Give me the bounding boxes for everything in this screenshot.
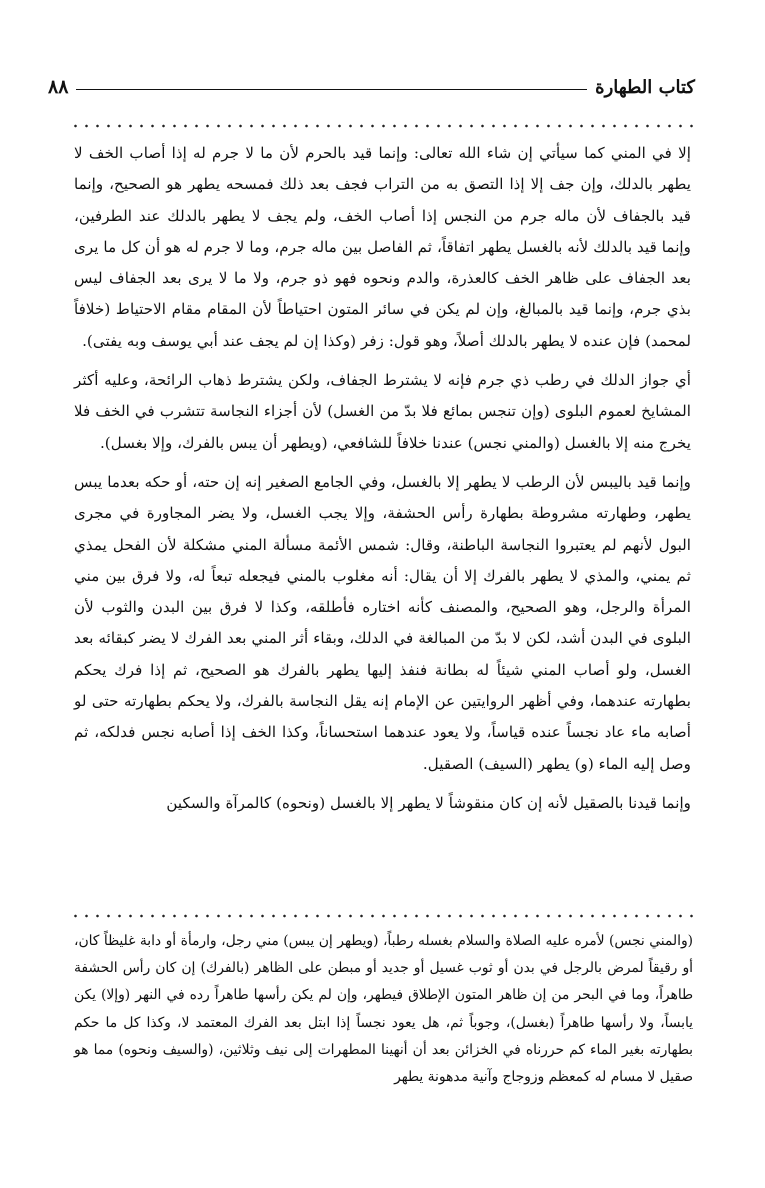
dotted-separator-footnote [70,913,693,919]
footnote-text: (والمني نجس) لأمره عليه الصلاة والسلام بغسله رطباً، (ويطهر إن يبس) مني رجل، وارمأة أو دابة غليظاً كان، أو رقيقاً لمرض بالرجل في بدن أو ثوب غسيل أو جديد أو مبطن على الظاهر (بالفرك) إن كان رأس الحشفة طاهراً، وما في البحر من إن ظاهر المتون الإطلاق فيطهر، وإن لم يكن رأسها طاهراً رده في النهر (وإلا) يكن يابساً، ولا رأسها طاهراً (بغسل)، وجوباً ثم، هل يعود نجساً إذا ابتل بعد الفرك المعتمد لا، وكذا كل ما حكم بطهارته بغير الماء كم حررناه في الخزائن بعد أن أنهينا المطهرات إلى نيف وثلاثين، (والسيف ونحوه) مما هو صقيل لا مسام له كمعظم وزوجاج وآنية مدهونة يطهر [74,933,693,1086]
page-number: ٨٨ [48,76,69,98]
paragraph: أي جواز الدلك في رطب ذي جرم فإنه لا يشترط الجفاف، ولكن يشترط ذهاب الرائحة، وعليه أكثر المشايخ لعموم البلوى (وإن تنجس بمائع فلا بدّ من الغسل) لأن أجزاء النجاسة تتشرب في الخف فلا يخرج منه إلا بالغسل (والمني نجس) عندنا خلافاً للشافعي، (ويطهر أن يبس بالفرك، وإلا بغسل). [74,371,691,452]
footnote [74,928,693,1091]
main-text [74,138,691,827]
book-title: كتاب الطهارة [595,76,695,98]
paragraph: وإنما قيدنا بالصقيل لأنه إن كان منقوشاً لا يطهر إلا بالغسل (ونحوه) كالمرآة والسكين [166,793,691,812]
paragraph: إلا في المني كما سيأتي إن شاء الله تعالى: وإنما قيد بالحرم لأن ما لا جرم له إذا أصاب الخف لا يطهر بالدلك، وإن جف إلا إذا التصق به من التراب فجف بعد ذلك فمسحه يطهر هو الصحيح، وإنما قيد بالجفاف لأن ماله جرم من النجس إذا أصاب الخف، ولم يجف لا يطهر بالدلك عند الطرفين، وإنما قيد بالدلك لأنه بالغسل يطهر اتفاقاً، ثم الفاصل بين ماله جرم، وما لا جرم له هو أن كل ما يرى بعد الجفاف على ظاهر الخف كالعذرة، والدم ونحوه فهو ذو جرم، ولا ما لا يرى بعد الجفاف ليس بذي جرم، وإنما قيد بالمبالغ، وإن لم يكن في سائر المتون احتياطاً لأن المقام مقام الاحتياط (خلافاً لمحمد) فإن عنده لا يطهر بالدلك أصلاً، وهو قول: زفر (وكذا إن لم يجف عند أبي يوسف وبه يفتى). [74,144,691,350]
page-header [48,72,695,102]
dotted-separator-top [70,123,693,129]
header-rule [76,89,587,90]
paragraph: وإنما قيد باليبس لأن الرطب لا يطهر إلا بالغسل، وفي الجامع الصغير إنه إن حته، أو حكه بعدما يبس يطهر، وطهارته مشروطة بطهارة رأس الحشفة، وإلا يجب الغسل، ولا يضر المجاورة في مجرى البول لأنهم لم يعتبروا النجاسة الباطنة، وقال: شمس الأئمة مسألة المني مشكلة لأن الفحل يمذي ثم يمني، والمذي لا يطهر بالفرك إلا أن يقال: أنه مغلوب بالمني فيجعله تبعاً له، ولا فرق بين مني المرأة والرجل، وهو الصحيح، والمصنف كأنه اختاره فأطلقه، وكذا لا فرق بين البدن والثوب لأن البلوى في البدن أشد، لكن لا بدّ من المبالغة في الدلك، وبقاء أثر المني بعد الفرك لا يضر كبقائه بعد الغسل، ولو أصاب المني شيئاً له بطانة فنفذ إليها يطهر بالفرك هو الصحيح، ثم إذا فرك يحكم بطهارته عندهما، وفي أظهر الروايتين عن الإمام إنه يقل النجاسة بالفرك، ولا يحكم بطهارته حتى لو أصابه ماء عاد نجساً عنده قياساً، ولا يعود عندهما استحساناً، وكذا الخف إذا أصابه نجس فدلكه، ثم وصل إليه الماء (و) يطهر (السيف) الصقيل. [74,472,691,773]
